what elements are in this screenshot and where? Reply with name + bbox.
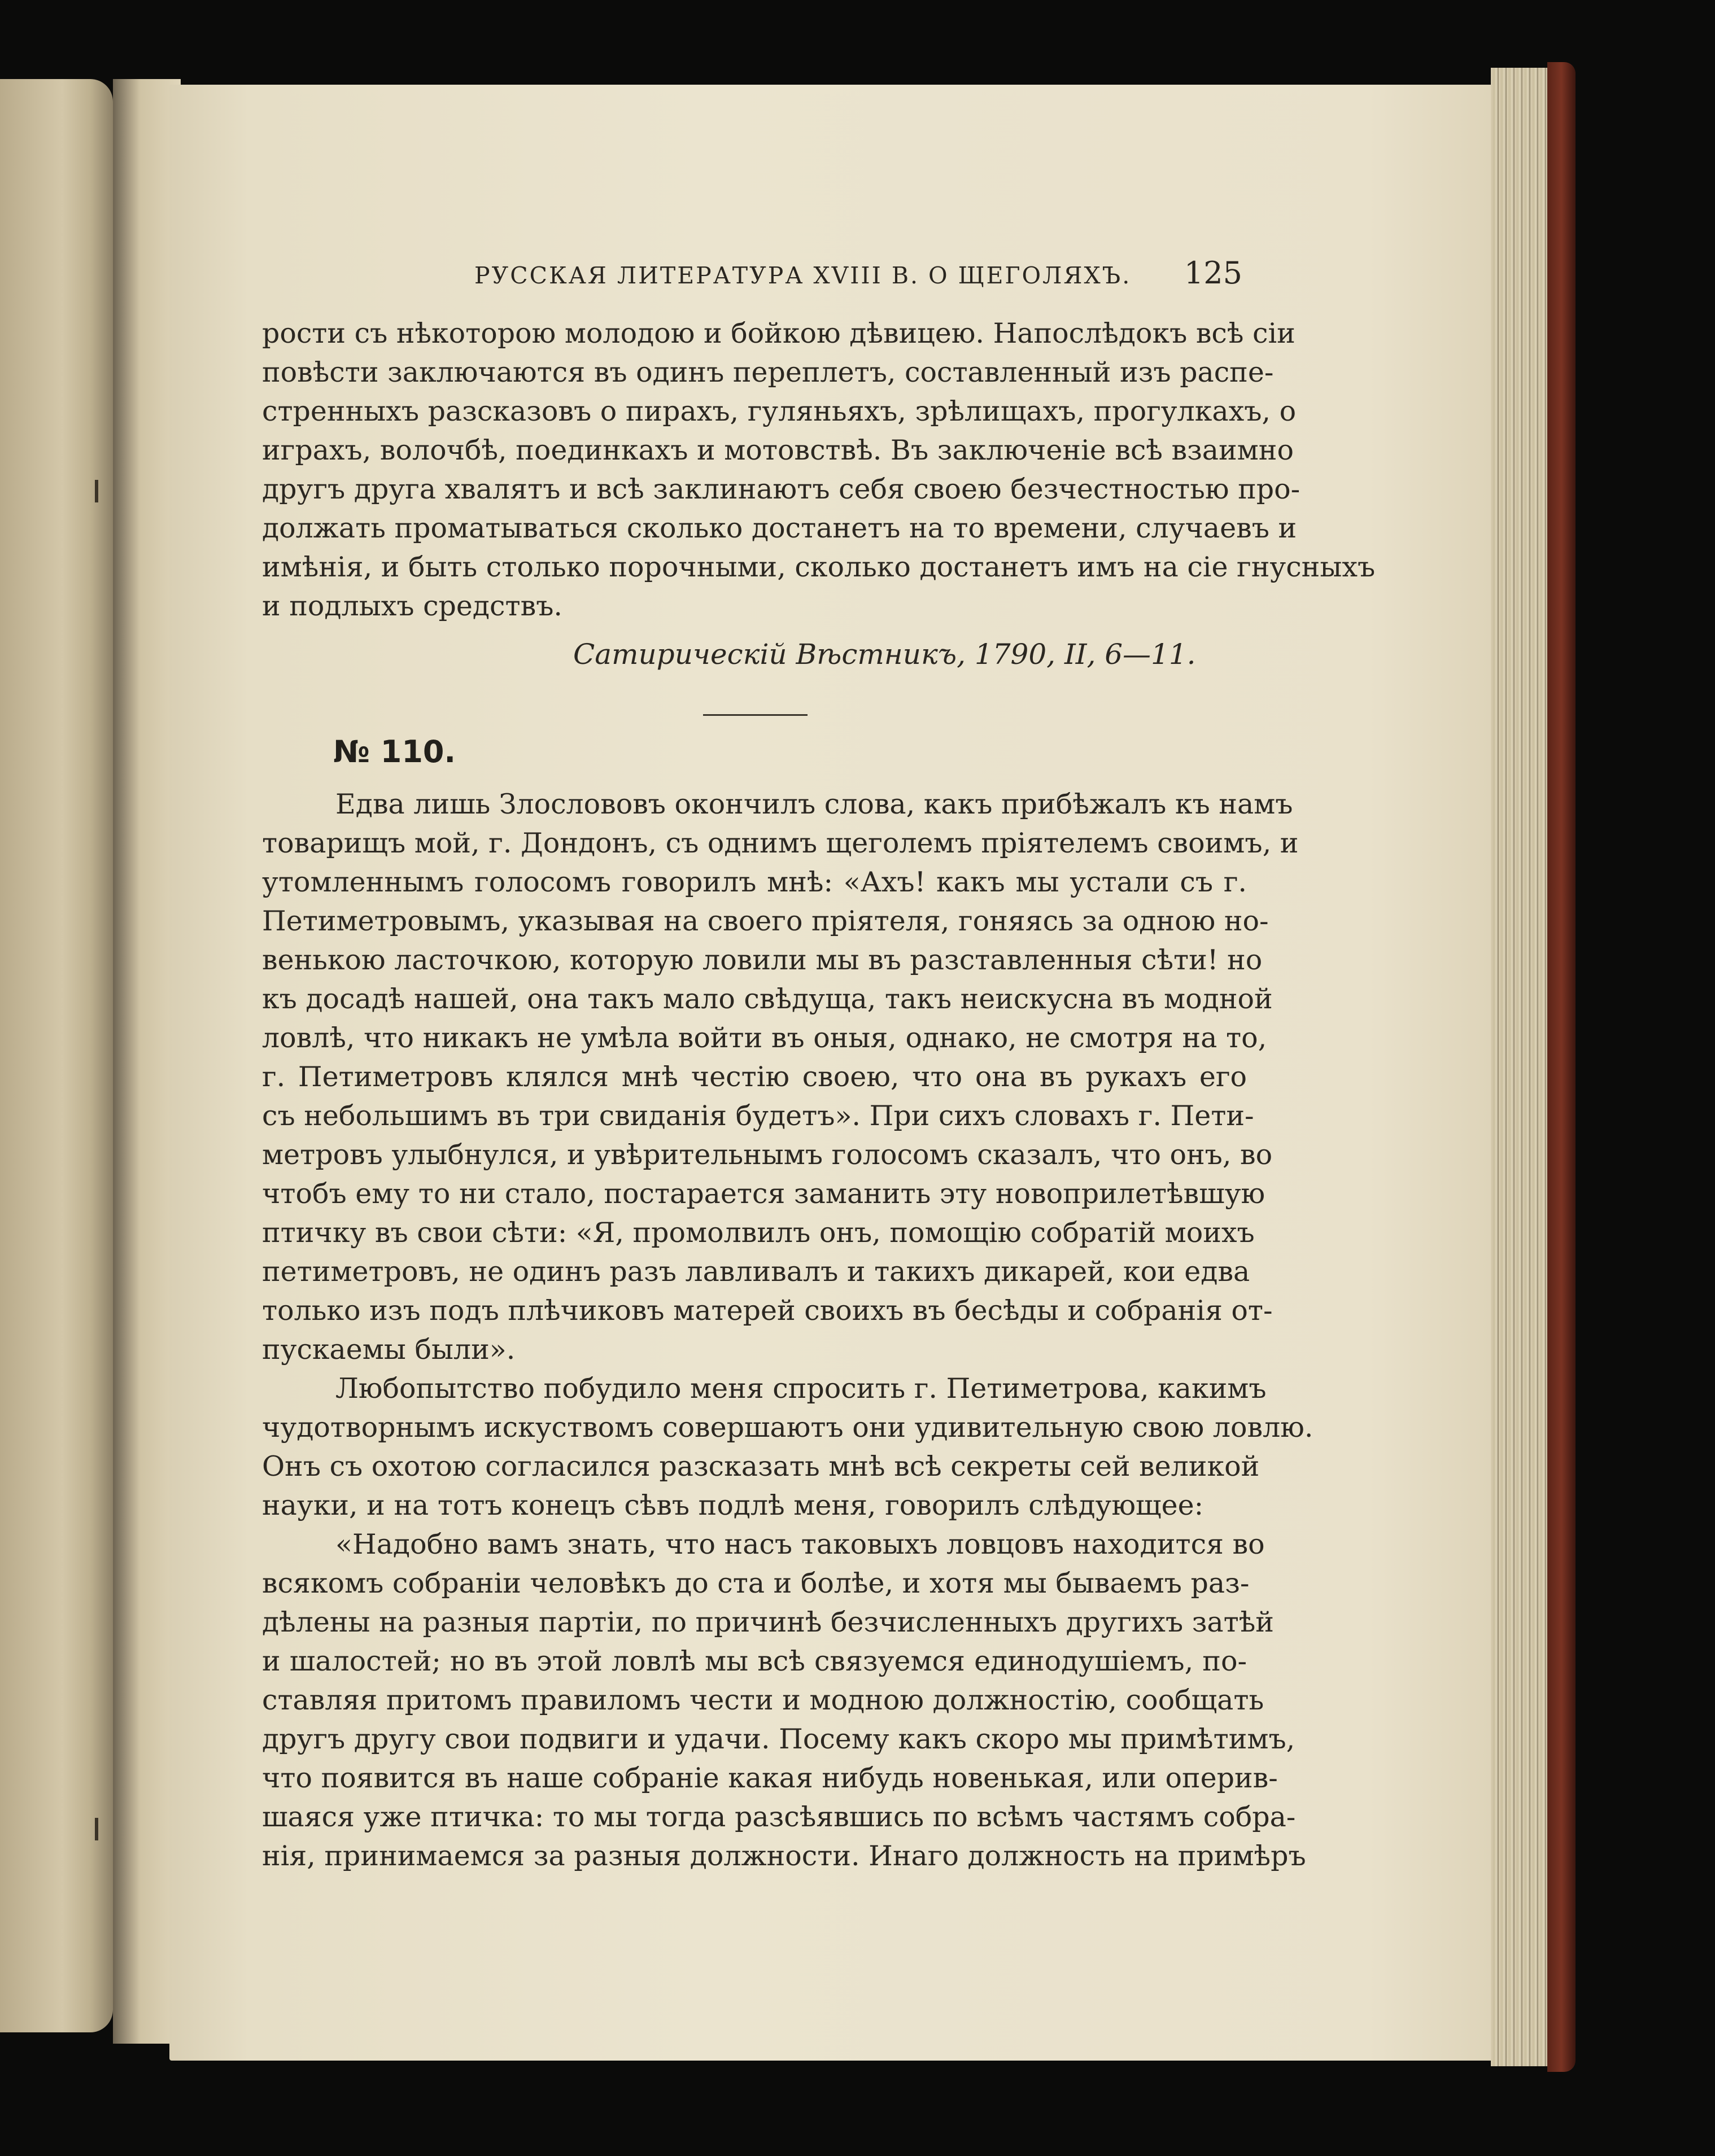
source-citation: Сатирическій Вѣстникъ, 1790, II, 6—11. <box>573 638 1196 671</box>
text-line: рости съ нѣкоторою молодою и бойкою дѣвицею. Напослѣдокъ всѣ сіи <box>262 317 1295 349</box>
text-line: нія, принимаемся за разныя должности. Инаго должность на примѣръ <box>262 1840 1306 1872</box>
text-line: къ досадѣ нашей, она такъ мало свѣдуща, такъ неискусна въ модной <box>262 983 1273 1015</box>
book-cover-edge <box>1547 62 1576 2072</box>
left-page-mark <box>95 480 98 502</box>
text-line: петиметровъ, не одинъ разъ лавливалъ и такихъ дикарей, кои едва <box>262 1256 1250 1288</box>
running-title: РУССКАЯ ЛИТЕРАТУРА XVIII В. О ЩЕГОЛЯХЪ. <box>474 262 1132 289</box>
text-line: птичку въ свои сѣти: «Я, промолвилъ онъ, помощію собратій моихъ <box>262 1217 1255 1249</box>
text-line: стренныхъ разсказовъ о пирахъ, гуляньяхъ, зрѣлищахъ, прогулкахъ, о <box>262 395 1297 427</box>
intro-paragraph <box>262 314 1376 626</box>
text-line: только изъ подъ плѣчиковъ матерей своихъ въ бесѣды и собранія от- <box>262 1295 1273 1327</box>
text-line: ставляя притомъ правиломъ чести и модною должностію, сообщать <box>262 1684 1264 1716</box>
text-line: венькою ласточкою, которую ловили мы въ разставленныя сѣти! но <box>262 944 1263 976</box>
text-line: должать проматываться сколько достанетъ на то времени, случаевъ и <box>262 512 1297 544</box>
text-line: Едва лишь Злослововъ окончилъ слова, какъ прибѣжалъ къ намъ <box>335 788 1293 820</box>
text-line: дѣлены на разныя партіи, по причинѣ безчисленныхъ другихъ затѣй <box>262 1606 1274 1638</box>
section-number: № 110. <box>333 734 456 769</box>
text-line: повѣсти заключаются въ одинъ переплетъ, составленный изъ распе- <box>262 356 1274 388</box>
text-line: пускаемы были». <box>262 1333 516 1366</box>
text-line: метровъ улыбнулся, и увѣрительнымъ голосомъ сказалъ, что онъ, во <box>262 1139 1273 1171</box>
text-line: товарищъ мой, г. Дондонъ, съ однимъ щеголемъ пріятелемъ своимъ, и <box>262 827 1299 859</box>
page-number: 125 <box>1184 255 1242 291</box>
text-line: другъ друга хвалятъ и всѣ заклинаютъ себя своею безчестностью про- <box>262 473 1301 505</box>
text-line: г. Петиметровъ клялся мнѣ честію своею, что она въ рукахъ его <box>262 1061 1247 1093</box>
text-line: имѣнія, и быть столько порочными, сколько достанетъ имъ на сіе гнусныхъ <box>262 551 1376 583</box>
section-divider <box>703 714 808 716</box>
text-line: другъ другу свои подвиги и удачи. Посему какъ скоро мы примѣтимъ, <box>262 1723 1295 1755</box>
text-line: играхъ, волочбѣ, поединкахъ и мотовствѣ. Въ заключеніе всѣ взаимно <box>262 434 1294 466</box>
text-line: всякомъ собраніи человѣкъ до ста и болѣе, и хотя мы бываемъ раз- <box>262 1567 1250 1599</box>
text-line: Любопытство побудило меня спросить г. Петиметрова, какимъ <box>335 1372 1267 1405</box>
page-header <box>260 257 1242 297</box>
text-line: утомленнымъ голосомъ говорилъ мнѣ: «Ахъ! какъ мы устали съ г. <box>262 866 1247 898</box>
text-line: и шалостей; но въ этой ловлѣ мы всѣ связуемся единодушіемъ, по- <box>262 1645 1247 1677</box>
left-page-mark <box>95 1818 98 1840</box>
text-line: и подлыхъ средствъ. <box>262 590 562 622</box>
text-line: науки, и на тотъ конецъ сѣвъ подлѣ меня, говорилъ слѣдующее: <box>262 1489 1204 1521</box>
text-line: Онъ съ охотою согласился разсказать мнѣ всѣ секреты сей великой <box>262 1450 1260 1482</box>
paragraph-1 <box>262 785 1313 1875</box>
text-line: чудотворнымъ искуствомъ совершаютъ они удивительную свою ловлю. <box>262 1411 1313 1444</box>
text-line: съ небольшимъ въ три свиданія будетъ». При сихъ словахъ г. Пети- <box>262 1100 1254 1132</box>
text-line: чтобъ ему то ни стало, постарается заманить эту новоприлетѣвшую <box>262 1178 1265 1210</box>
text-line: «Надобно вамъ знать, что насъ таковыхъ ловцовъ находится во <box>335 1528 1265 1560</box>
text-line: ловлѣ, что никакъ не умѣла войти въ оныя, однако, не смотря на то, <box>262 1022 1267 1054</box>
text-line: Петиметровымъ, указывая на своего пріятеля, гоняясь за одною но- <box>262 905 1269 937</box>
text-line: что появится въ наше собраніе какая нибудь новенькая, или оперив- <box>262 1762 1278 1794</box>
left-page-edge <box>0 79 113 2032</box>
text-line: шаяся уже птичка: то мы тогда разсѣявшись по всѣмъ частямъ собра- <box>262 1801 1296 1833</box>
